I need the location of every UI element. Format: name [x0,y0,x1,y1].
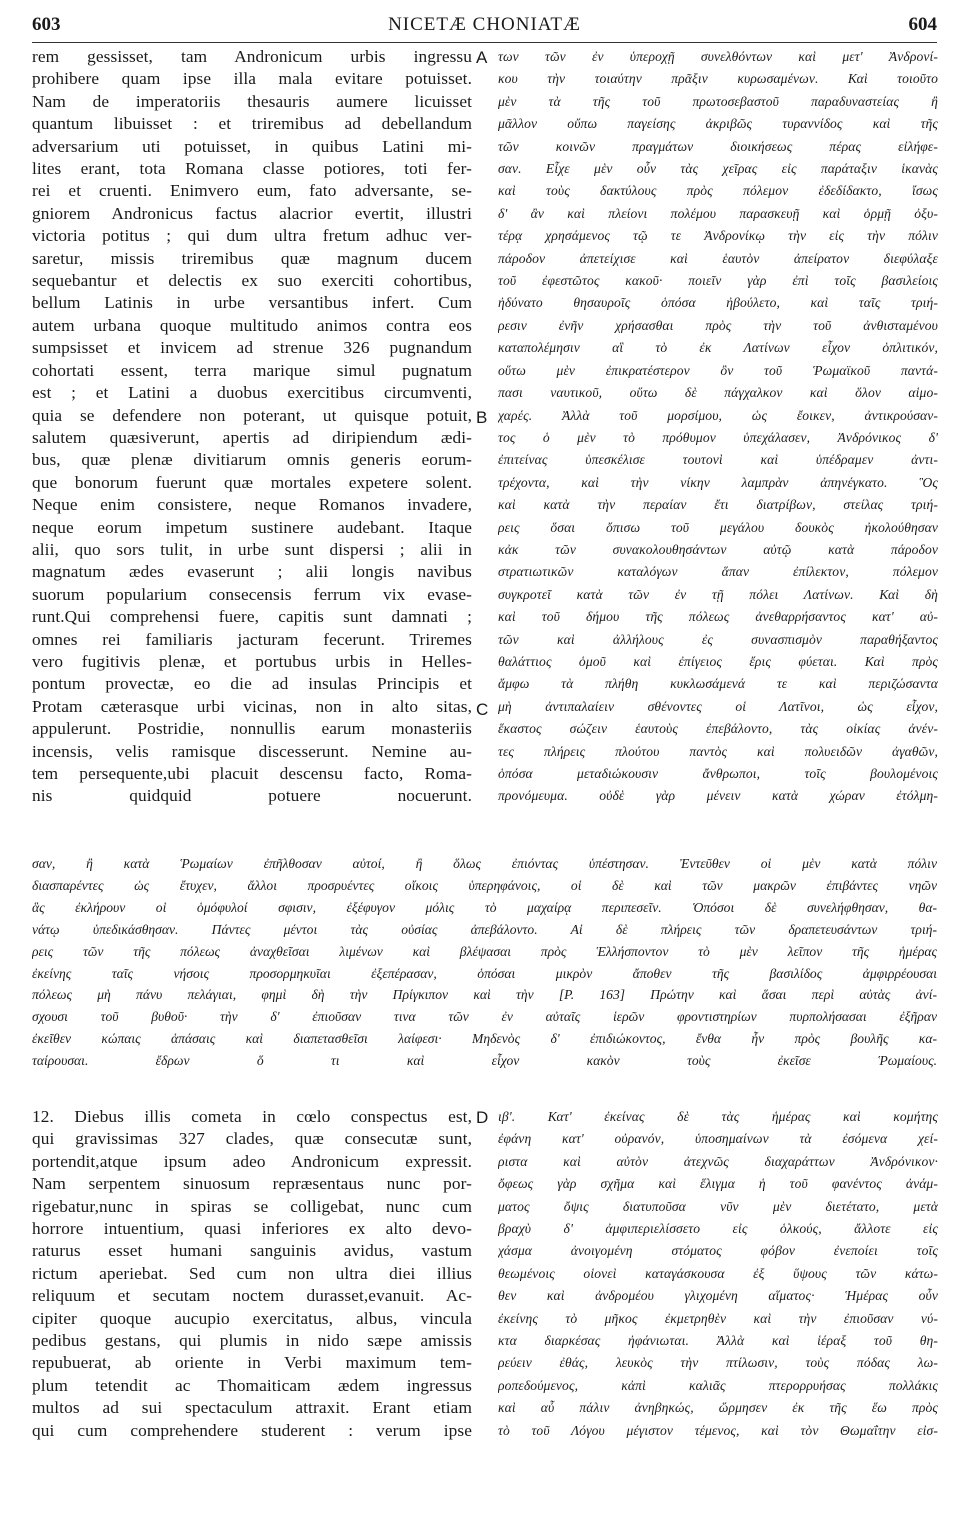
text-line: salutem quæsiverunt, apertis ad diripiendum ædi- [32,427,472,447]
text-line: σαν, ἢ κατὰ Ῥωμαίων ἐπῆλθοσαν αὐτοί, ἢ ὅλως ἐπιόντας ὑπέστησαν. Ἐντεῦθεν οἱ μὲν κατὰ πόλιν [32,856,937,871]
text-line: θεωμένοις οἱονεὶ καταγάσκουσα ἐξ ὕψους τῶν κάτω- [498,1265,938,1281]
text-line: σαν. Εἶχε μὲν οὖν τὰς χεῖρας εἰς παράταξιν ἱκανὰς [498,161,938,177]
text-line: neque eorum impetum sustinere audebant. Itaque [32,517,472,537]
text-line: ὁπόσα μεταδιώκουσιν ἄνθρωποι, τοῖς βουλομένοις [498,766,938,781]
text-line: τῶν καὶ ἀλλήλους ἐς συνασπισμὸν παραθήξαντος [498,631,938,647]
text-line: sequebantur et delectis ex suo exerciti cohortibus, [32,271,472,291]
text-line: πάροδον ἀπετείχισε καὶ ἑαυτὸν ἀπείρατον διεφύλαξε [498,250,938,266]
text-line: ρεσιν ἐνῆν χρήσασθαι πρὸς τὴν τοῦ ἀνθισταμένου [498,317,938,333]
text-line: ἃς ἐκλήρουν οἱ ὁμόφυλοί σφισιν, ἐξέφυγον μόλις τὸ μαχαίρᾳ περιπεσεῖν. Ὁπόσοι δὲ συνελήφθησαν, θα- [32,899,937,915]
text-line: qui gravissimas 327 clades, quæ consecutæ sunt, [32,1129,472,1149]
text-line: ἕκαστος σώζειν ἑαυτοὺς ἐπεβάλοντο, τὰς οἰκίας ἀνέν- [498,721,938,737]
greek-column-bottom [498,1106,938,1442]
text-line: cohortati essent, terra marique simul pugnatum [32,360,472,380]
greek-full-width-block [32,853,937,1072]
text-line: ἐφάνη κατ' οὐρανόν, ὑποσημαίνων τὰ ἐσόμενα χεί- [498,1131,938,1147]
text-line: saretur, missis triremibus quæ magnum ducem [32,248,472,268]
text-line: horrore intuentium, quasi inferiores ex alto devo- [32,1219,472,1239]
latin-column-top [32,46,472,808]
text-line: ρεις τῶν τῆς πόλεως ἀναχθεῖσαι λιμένων καὶ βλέψασαι πρὸς Ἑλλήσποντον τὸ μὲν λεῖπον τῆς ἡμέρας [32,943,937,959]
text-line: qui cum comprehendere studerent : verum ipse [32,1420,472,1440]
running-title: NICETÆ CHONIATÆ [388,14,581,35]
page-number-left: 603 [32,14,61,35]
text-line: τέρᾳ χρησάμενος τῷ τε Ἀνδρονίκῳ τὴν εἰς τὴν πόλιν [498,228,938,244]
text-line: πασι ναυτικοῦ, οὕτω δὲ πάγχαλκον καὶ ὅλον αἱμο- [498,385,938,401]
text-line: cipiter quoque aucupio exercitatus, albus, vincula [32,1308,472,1328]
page-header [32,14,937,44]
text-line: appulerunt. Postridie, nonnullis earum monasteriis [32,719,472,739]
text-line: 12. Diebus illis cometa in cœlo conspectus est, [32,1107,472,1126]
text-line: Neque enim consistere, neque Romanos invadere, [32,495,472,515]
text-line: των τῶν ἐν ὑπεροχῇ συνελθόντων καὶ μετ' Ἀνδρονί- [498,49,938,64]
text-line: προνόμευμα. οὐδὲ γὰρ μένειν κατὰ χώραν ἐτόλμη- [498,788,938,804]
text-line: Protam cæterasque urbi vicinas, non in alto sitas, [32,696,472,716]
text-line: alii, quo sors tulit, in urbe sunt dispersi ; alii in [32,539,472,559]
text-line: pontum provectæ, eo die ad insulas Principis et [32,674,472,694]
text-line: νάτῳ ὑπεδικάσθησαν. Πάντες μέντοι τὰς οὐσίας ἀπεβάλοντο. Αἱ δὲ πλήρεις τῶν δραπετευσάντων τριή- [32,921,937,937]
text-line: pedibus gestans, qui plumis in nido sæpe amissis [32,1331,472,1351]
text-line: que bonorum fuerunt quæ mortales expetere solent. [32,472,472,492]
text-line: θαλάττιος ὁμοῦ καὶ ἐπίγειος ἔρις φύεται. Καὶ πρὸς [498,653,938,669]
text-line: ἠδύνατο θησαυροῖς ὁπόσα ἠβούλετο, καὶ ταῖς τριή- [498,295,938,311]
section-marker-c: C [476,700,489,719]
text-line: ἐκεῖθεν κώπαις ἁπάσαις καὶ διαπετασθεῖσι λαίφεσι· Μηδενὸς δ' ἐπιδιώκοντος, ἔνθα ἦν πρὸς βουλῆς κα- [32,1031,937,1047]
text-line: καὶ κατὰ τὴν περαίαν ἔτι διατρίβων, στείλας τριή- [498,497,938,513]
text-line: bellum Latinis in urbe versantibus infert. Cum [32,293,472,313]
text-line: rei et cruenti. Enimvero eum, fato adversante, se- [32,181,472,201]
text-line: ἅμφω τὰ πλήθη κυκλωσάμενά τε καὶ περιζώσαντα [498,676,938,692]
text-line: Nam de imperatoriis thesauris aumere licuisset [32,91,472,111]
text-line: τος ὁ μὲν τὸ πρόθυμον ὑπεχάλασεν, Ἀνδρόνικος δ' [498,429,938,445]
text-line: ροπεδούμενος, κἀπὶ καλιᾶς πτερορρυήσας πολλάκις [498,1377,938,1393]
text-line: στρατιωτικῶν καταλόγων ἅπαν ἐπίλεκτον, πόλεμον [498,564,938,580]
text-line: lites erant, tota Romana classe potiores, toti fer- [32,159,472,179]
text-line: χάσμα ἀνοιγομένη στόματος φόβον ἐνεποίει τοῖς [498,1243,938,1259]
text-line: κτα διαρκέσας ἠφάνιωται. Ἀλλὰ καὶ ἱέραξ τοῦ θη- [498,1333,938,1349]
text-line: κἀκ τῶν συνακολουθησάντων αὐτῷ κατὰ πάροδον [498,541,938,557]
text-line: Nam serpentem sinuosum repræsentaus nunc por- [32,1174,472,1194]
text-line: plum tetendit ac Thomaiticam ædem ingressus [32,1375,472,1395]
header-rule [32,42,937,43]
text-line: δ' ἂν καὶ πλείονι πολέμου παρασκευῇ καὶ ὁρμῇ ὀξυ- [498,205,938,221]
text-line: bus, quæ plenæ divitiarum omnis generis eorum- [32,450,472,470]
section-marker-a: A [476,48,488,67]
text-line: multos ad sui spectaculum attraxit. Erant etiam [32,1398,472,1418]
text-line: portendit,atque ipsum adeo Andronicum expressit. [32,1151,472,1171]
text-line: rem gessisset, tam Andronicum urbis ingressu [32,47,472,66]
text-line: runt.Qui comprehensi fuere, capitis sunt damnati ; [32,607,472,627]
text-line: vero fugitivis plenæ, et portubus urbis in Helles- [32,651,472,671]
text-line: ριστα καὶ αὐτὸν ἀτεχνῶς διαχαράττων Ἀνδρόνικον· [498,1153,938,1169]
text-line: τρέχοντα, καὶ τὴν νίκην λαμπρὰν ἀπηνέγκατο. Ὃς [498,474,938,490]
text-line: nis quidquid potuere nocuerunt. [32,786,472,806]
text-line: quantum libuisset : et triremibus ad debellandum [32,114,472,134]
greek-column-top [498,46,938,808]
text-line: est ; et Latini a duobus exercitibus circumventi, [32,383,472,403]
text-line: κου τὴν τοιαύτην πρᾶξιν κυρωσαμένων. Καὶ τοιοῦτο [498,71,938,87]
text-line: rictum aperiebat. Sed cum non ultra diei illius [32,1263,472,1283]
text-line: magnatum ædes evaserunt ; alii longis navibus [32,562,472,582]
text-line: sumpsisset et invicem ad strenue 326 pugnandum [32,338,472,358]
text-line: τὸ τοῦ Λόγου μέγιστον τέμενος, καὶ τὸν Θωμαΐτην εἰσ- [498,1422,938,1438]
text-line: quia se defendere non poterant, ut quisque potuit, [32,405,472,425]
text-line: ἐκείνης ταῖς νήσοις προσορμηκυῖαι ἐξεπέρασαν, ὁπόσαι μικρὸν ἄποθεν τῆς βασιλίδος ἀμφιρρέουσαι [32,965,937,981]
text-line: ρεύειν ἐθάς, λευκὸς τὴν πτίλωσιν, τοὺς πόδας λω- [498,1355,938,1371]
text-line: ρεις ὅσαι ὄπισω τοῦ μεγάλου δουκὸς ἠκολούθησαν [498,519,938,535]
text-line: θεν καὶ ἀνδρομέου γλιχομένη αἵματος· Ἡμέρας οὖν [498,1288,938,1304]
text-line: καὶ τοὺς δακτύλους πρὸς πόλεμον ἐδεδίδακτο, ἴσως [498,183,938,199]
text-line: ματος ὄψις διατυποῦσα νῦν μὲν διετέτατο, μετὰ [498,1198,938,1214]
text-line: incensis, velis ramisque discesserunt. Nemine au- [32,741,472,761]
text-line: βραχὺ δ' ἀμφιπεριελίσσετο εἰς ὁλκούς, ἄλλοτε εἰς [498,1221,938,1237]
section-marker-b: B [476,408,488,427]
text-line: suorum popularium consecensis ferrum vix evase- [32,584,472,604]
text-line: ὄφεως γὰρ σχῆμα καὶ ἕλιγμα ἡ τοῦ φανέντος ἀνάμ- [498,1176,938,1192]
page-number-right: 604 [908,14,937,35]
text-line: ιβ'. Κατ' ἐκείνας δὲ τὰς ἡμέρας καὶ κομήτης [498,1109,938,1124]
text-line: gniorem Andronicus factus alacrior evertit, illustri [32,203,472,223]
text-line: οὕτω μὲν ἐπικρατέστερον ὂν τοῦ Ῥωμαϊκοῦ παντά- [498,362,938,378]
text-line: autem urbana quoque multitudo animos contra eos [32,315,472,335]
text-line: μᾶλλον οὔπω παγείσης ἀκριβῶς τυραννίδος καὶ τῆς [498,116,938,132]
text-line: καὶ τοῦ δήμου τῆς πόλεως ἀνεθαρρήσαντος κατ' αὐ- [498,609,938,625]
text-line: συγκροτεῖ κατὰ τῶν ἐν τῇ πόλει Λατίνων. Καὶ δὴ [498,586,938,602]
text-line: omnes rei familiaris jacturam fecerunt. Triremes [32,629,472,649]
text-line: μὲν τὰ τῆς τοῦ πρωτοσεβαστοῦ παραδυναστείας ἢ [498,93,938,109]
text-line: ἐκείνης τὸ μῆκος ἐκμετρηθὲν καὶ τὴν ἐπιοῦσαν νύ- [498,1310,938,1326]
text-line: τες πλήρεις πλούτου παντὸς καὶ πολυειδῶν ἀγαθῶν, [498,743,938,759]
text-line: διασπαρέντες ὡς ἔτυχεν, ἄλλοι προσρυέντες οἴκοις ὑπερηφάνοις, οἱ δὲ καὶ τῶν μακρῶν ἐπιβάντες νηῶν [32,877,937,893]
text-line: καὶ αὖ πάλιν ἀνηβηκώς, ὥρμησεν ἐκ τῆς ἕω πρὸς [498,1400,938,1416]
text-line: καταπολέμησιν αἳ τὸ ἐκ Λατίνων εἶχον ὁπλιτικόν, [498,340,938,356]
text-line: rigebatur,nunc in spiras se colligebat, nunc cum [32,1196,472,1216]
text-line: χαρές. Ἀλλὰ τοῦ μορσίμου, ὡς ἔοικεν, ἀντικρούσαν- [498,407,938,423]
text-line: μὴ ἀντιπαλαίειν σθένοντες οἱ Λατῖνοι, ὡς εἶχον, [498,698,938,714]
text-line: τῶν κοινῶν πραγμάτων διοικήσεως πέρας εἰλήφε- [498,138,938,154]
text-line: reliquum et secutam noctem durasset,evanuit. Ac- [32,1286,472,1306]
section-marker-d: D [476,1108,489,1127]
text-line: σχουσι τοῦ βυθοῦ· τὴν δ' ἐπιοῦσαν τινα τῶν ἐν αὐταῖς ἱερῶν φροντιστηρίων πυρπολήσασαι ἐξῆραν [32,1009,937,1025]
text-line: τοῦ ἐφεστῶτος κακοῦ· ποιεῖν γὰρ ἐπὶ τοῖς βασιλείοις [498,273,938,289]
text-line: victoria potitus ; qui dum ultra fretum adhuc ver- [32,226,472,246]
text-line: raturus esset humani sanguinis avidus, vastum [32,1241,472,1261]
text-line: repubuerat, ab oriente in Verbi maximum tem- [32,1353,472,1373]
text-line: adversarium uti potuisset, in quibus Latini mi- [32,136,472,156]
text-line: πόλεως μὴ πάνυ πελάγιαι, φημὶ δὴ τὴν Πρίγκιπον καὶ τὴν [P. 163] Πρώτην καὶ ἅσαι περὶ αὐτὰς ἀνί- [32,987,937,1003]
text-line: ἐπιτείνας ὑπεσκέλισε τουτονὶ καὶ ὑπέδραμεν ἀντι- [498,452,938,468]
latin-column-bottom [32,1106,472,1442]
text-line: tem persequente,ubi placuit descensu facto, Roma- [32,764,472,783]
text-line: prohibere quam ipse illa mala evitare potuisset. [32,69,472,89]
text-line: ταίρουσαι. ἔδρων ὅ τι καὶ εἶχον κακὸν τοὺς ἐκεῖσε Ῥωμαίους. [32,1053,937,1069]
